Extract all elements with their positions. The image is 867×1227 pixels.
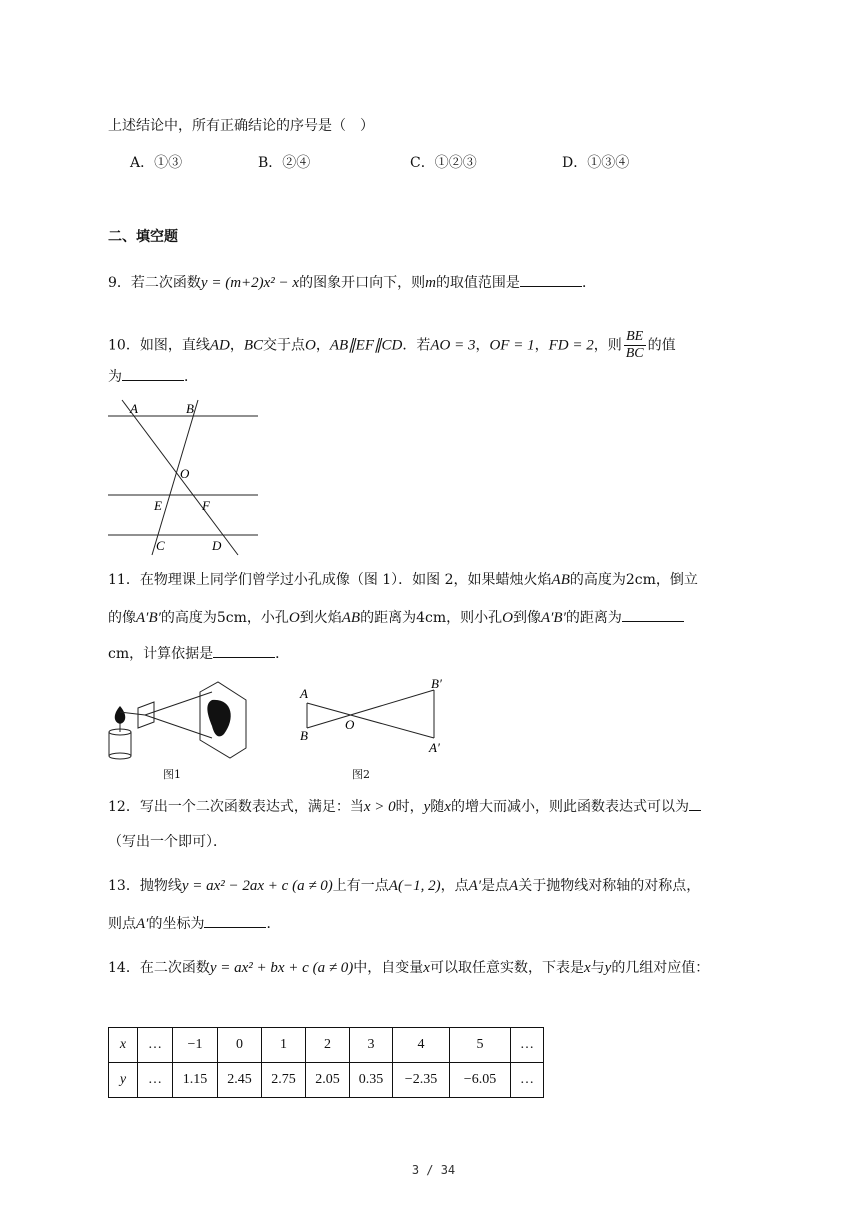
option-a: A．①③ (130, 155, 183, 171)
q10-sep: ， (229, 337, 244, 354)
q12-text: 12．写出一个二次函数表达式，满足：当 (108, 799, 364, 815)
table-cell: −1 (173, 1028, 218, 1063)
question-14 (108, 958, 709, 978)
q13-a-prime-2: A′ (136, 916, 149, 932)
q13-formula: y = ax² − 2ax + c (a ≠ 0) (181, 878, 333, 894)
q14-x-2: x (583, 960, 591, 976)
q12-condition: x > 0 (363, 799, 396, 815)
label-a: A (130, 401, 138, 416)
fig2-label-b: B (300, 728, 308, 743)
fig1-caption: 图1 (163, 768, 181, 781)
q11-figure-1 (100, 678, 260, 763)
option-d: D．①③④ (562, 155, 630, 171)
q13-answer-blank[interactable] (204, 913, 266, 928)
q13-text-6: 则点 (108, 916, 136, 932)
q10-of: OF = 1 (489, 337, 535, 354)
question-9 (108, 272, 596, 293)
q10-text-6: 为 (108, 369, 122, 385)
q10-end: ． (184, 369, 198, 385)
q11-text-9: ，则小孔 (446, 610, 503, 626)
table-cell: 2.45 (218, 1063, 262, 1098)
q10-answer-blank[interactable] (122, 366, 184, 381)
label-e: E (154, 498, 162, 513)
line-bc (152, 400, 198, 555)
question-11-line3 (108, 643, 289, 664)
q14-formula: y = ax² + bx + c (a ≠ 0) (209, 960, 354, 976)
question-11-line2 (108, 607, 684, 628)
inverted-image (207, 700, 230, 737)
table-cell: −2.35 (393, 1063, 450, 1098)
label-b: B (186, 401, 194, 416)
q12-text-3: 随 (430, 799, 445, 815)
table-cell: 2 (306, 1028, 350, 1063)
q11-text-12: ，计算依据是 (129, 646, 214, 662)
table-cell: … (138, 1028, 173, 1063)
q9-var: m (425, 275, 436, 291)
q11-text-2: 的高度为 (569, 572, 626, 588)
fig2-label-a: A (300, 686, 308, 701)
q12-x: x (444, 799, 451, 815)
q11-ab: AB (551, 572, 570, 588)
label-c: C (156, 538, 165, 553)
table-cell: … (511, 1063, 544, 1098)
q13-text-4: 是点 (481, 878, 510, 894)
q11-ab4: A′B′ (540, 610, 566, 626)
q14-value-table (108, 1027, 544, 1098)
label-o: O (180, 466, 190, 481)
q12-answer-blank[interactable] (689, 796, 701, 811)
fig2-caption: 图2 (352, 768, 370, 781)
table-cell: −6.05 (450, 1063, 511, 1098)
table-cell: 0 (218, 1028, 262, 1063)
label-d: D (212, 538, 222, 553)
q10-fd: FD = 2 (548, 337, 594, 354)
q10-o: O (305, 337, 316, 354)
q12-text-4: 的增大而减小，则此函数表达式可以为 (450, 799, 689, 815)
q11-end: ． (275, 646, 290, 662)
q14-text-5: 的几组对应值： (611, 960, 710, 976)
q13-text-5: 关于抛物线对称轴的对称点， (518, 878, 701, 894)
q13-text-3: ，点 (440, 878, 469, 894)
q10-fraction (624, 329, 646, 362)
q10-figure (100, 395, 265, 560)
table-row-x (109, 1028, 544, 1063)
q13-end: ． (266, 916, 281, 932)
q10-ad: AD (209, 337, 230, 354)
section-title: 二、填空题 (108, 229, 178, 245)
label-f: F (202, 498, 210, 513)
q14-text: 14．在二次函数 (108, 960, 210, 976)
table-cell: 4 (393, 1028, 450, 1063)
ray-a-a2 (307, 703, 434, 738)
table-cell: x (109, 1028, 138, 1063)
q11-text-6: ，小孔 (246, 610, 289, 626)
q10-sep-2: ， (315, 337, 330, 354)
fig2-label-a-prime: A′ (429, 740, 440, 755)
q11-v1: 2cm (625, 572, 656, 588)
fig2-label-b-prime: B′ (431, 676, 442, 691)
q11-text-11: 的距离为 (565, 610, 622, 626)
candle-flame (115, 706, 126, 724)
q13-a: A (509, 878, 519, 894)
table-cell: … (511, 1028, 544, 1063)
q10-text: 10．如图，直线 (108, 337, 210, 354)
q11-text-3: ，倒立 (655, 572, 698, 588)
table-cell: 1 (262, 1028, 306, 1063)
q10-text-2: 交于点 (263, 337, 305, 354)
q11-ab3: AB (341, 610, 361, 626)
q11-text-8: 的距离为 (360, 610, 417, 626)
q14-x: x (423, 960, 430, 976)
question-12 (108, 796, 701, 817)
q10-parallel: AB∥EF∥CD (329, 337, 403, 354)
q10-frac-den: BC (625, 346, 644, 361)
question-10: 10．如图，直线AD，BC交于点O，AB∥EF∥CD．若AO = 3，OF = 1，FD = 2，则 $\frac{BE}{BC}$ 的值 (108, 329, 676, 361)
q11-o: O (288, 610, 300, 626)
q10-text-4: ，则 (593, 337, 622, 354)
candle-bottom (109, 753, 131, 759)
table-cell: … (138, 1063, 173, 1098)
question-10-line2 (108, 366, 198, 387)
q11-text: 11．在物理课上同学们曾学过小孔成像（图 1）．如图 2，如果蜡烛火焰 (108, 572, 552, 588)
q14-text-2: 中，自变量 (353, 960, 424, 976)
q11-text-5: 的高度为 (160, 610, 217, 626)
q12-y: y (423, 799, 431, 815)
q11-o2: O (502, 610, 513, 626)
page-number: 3 / 34 (411, 1163, 456, 1177)
q10-bc: BC (243, 337, 263, 354)
fig2-label-o: O (345, 717, 355, 732)
q11-answer-blank-2[interactable] (213, 643, 275, 658)
question-13-line2 (108, 913, 280, 934)
q14-text-3: 可以取任意实数，下表是 (429, 960, 584, 976)
ray-out-2 (145, 715, 212, 738)
q10-text-5: 的值 (647, 337, 676, 354)
table-cell: 5 (450, 1028, 511, 1063)
q11-text-7: 到火焰 (299, 610, 342, 626)
q9-end: ． (581, 275, 596, 291)
table-cell: 3 (350, 1028, 393, 1063)
q14-y: y (604, 960, 612, 976)
option-b: B．②④ (258, 155, 311, 171)
q10-ao: AO = 3 (430, 337, 476, 354)
table-cell: 2.05 (306, 1063, 350, 1098)
q12-text-2: 时， (395, 799, 424, 815)
q13-text: 13．抛物线 (108, 878, 182, 894)
question-13 (108, 876, 700, 896)
q9-text-3: 的取值范围是 (435, 275, 520, 291)
q11-answer-blank-1[interactable] (622, 607, 684, 622)
q9-formula: y = (m+2)x² − x (200, 275, 300, 291)
table-cell: 1.15 (173, 1063, 218, 1098)
q9-text: 9．若二次函数 (108, 275, 201, 291)
q13-text-7: 的坐标为 (148, 916, 205, 932)
q11-ab2: A′B′ (136, 610, 161, 626)
ray-b-b2 (307, 690, 434, 728)
table-cell: 0.35 (350, 1063, 393, 1098)
question-11 (108, 570, 698, 590)
q9-text-2: 的图象开口向下，则 (299, 275, 426, 291)
q9-answer-blank[interactable] (520, 272, 582, 287)
q14-text-4: 与 (590, 960, 605, 976)
table-cell: 2.75 (262, 1063, 306, 1098)
question-8-conclusion-prompt: 上述结论中，所有正确结论的序号是（ ） (108, 118, 374, 134)
q11-v3: 4cm (416, 610, 447, 626)
table-cell: y (109, 1063, 138, 1098)
q10-text-3: ．若 (402, 337, 431, 354)
table-row-y (109, 1063, 544, 1098)
question-12-line2: （写出一个即可）． (108, 834, 227, 850)
q13-a-prime: A′ (468, 878, 482, 894)
q10-frac-num: BE (624, 329, 646, 346)
q11-text-4: 的像 (108, 610, 136, 626)
q11-v2: 5cm (216, 610, 247, 626)
q11-figure-2 (295, 676, 455, 761)
q11-text-10: 到像 (512, 610, 541, 626)
q13-point: A(−1, 2) (388, 878, 441, 894)
q11-unit: cm (108, 646, 130, 662)
ray-out-1 (145, 692, 212, 715)
option-c: C．①②③ (410, 155, 477, 171)
q13-text-2: 上有一点 (332, 878, 389, 894)
